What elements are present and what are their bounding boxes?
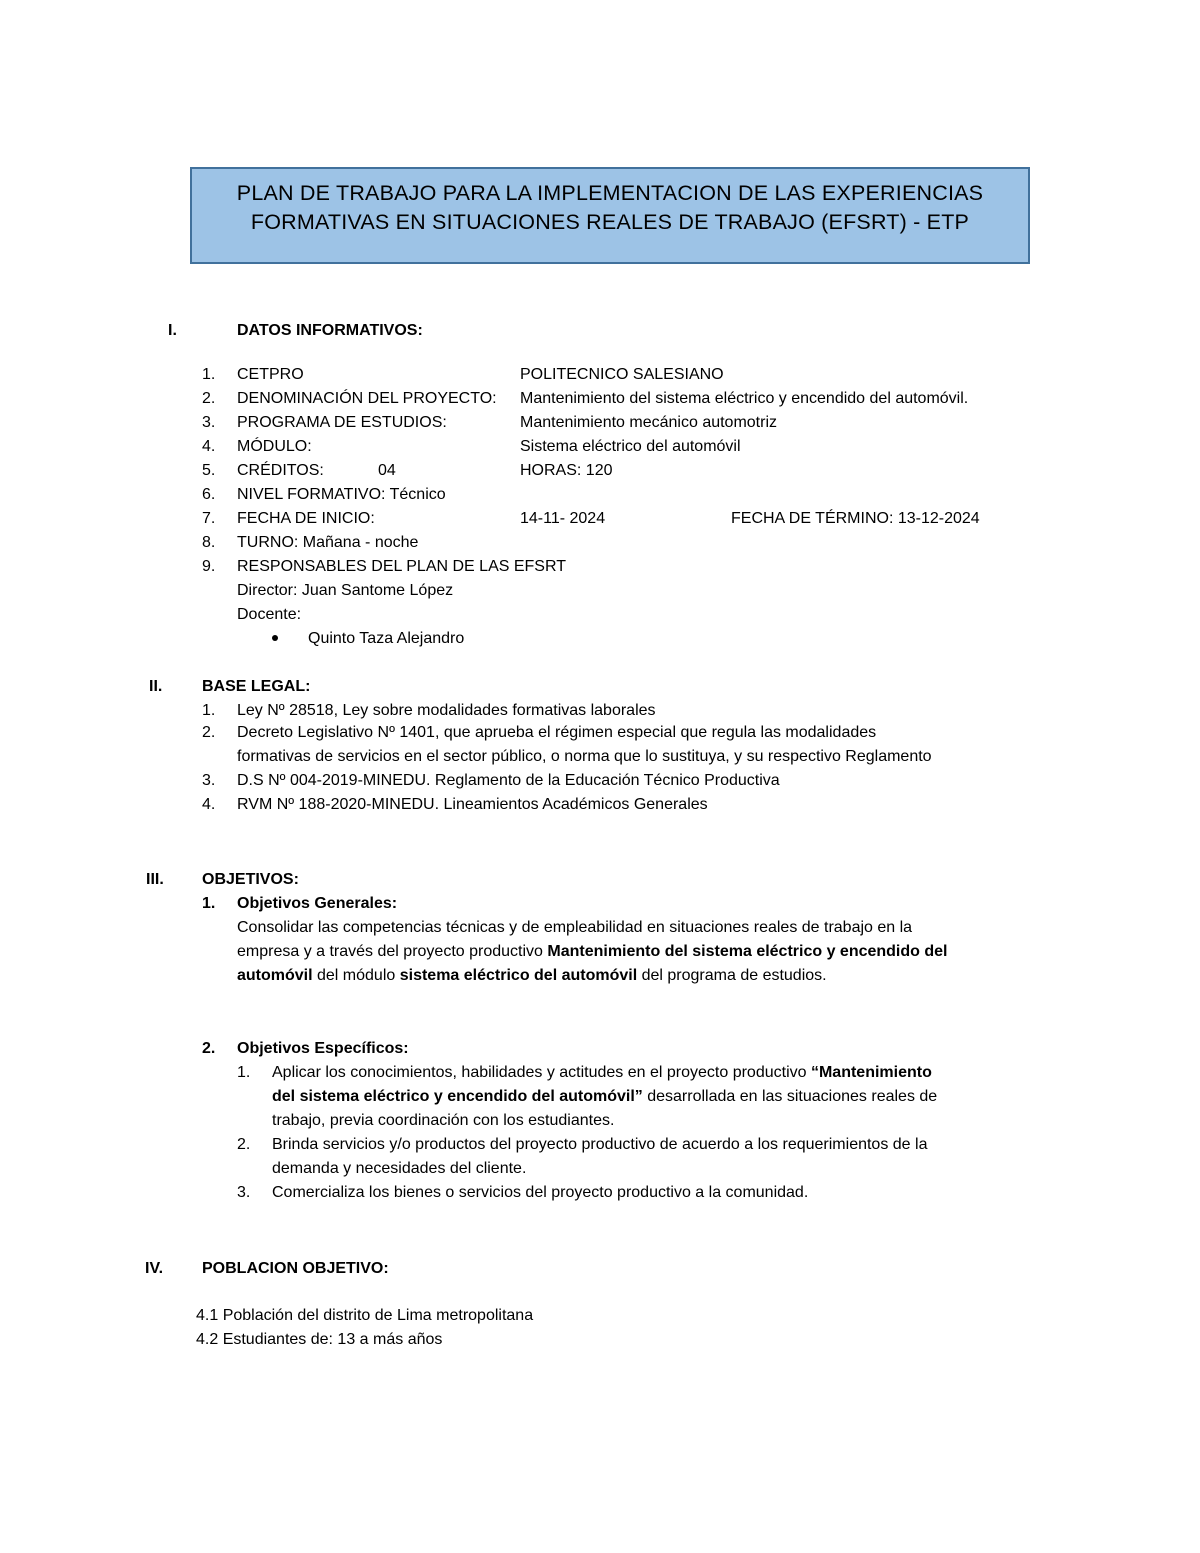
title-box: [190, 167, 1030, 264]
general-project-name-end: automóvil: [237, 967, 313, 984]
item-value-modulo: Sistema eléctrico del automóvil: [520, 438, 741, 455]
specific-item-1-bold: “Mantenimiento: [810, 1064, 932, 1081]
section3-heading: OBJETIVOS:: [202, 871, 299, 888]
section4-heading: POBLACION OBJETIVO:: [202, 1260, 389, 1277]
item-number: 4.: [202, 438, 216, 455]
general-module-name: sistema eléctrico del automóvil: [399, 967, 638, 984]
section3-number: III.: [146, 871, 164, 888]
section1-heading: DATOS INFORMATIVOS:: [237, 322, 423, 339]
item-label-programa: PROGRAMA DE ESTUDIOS:: [237, 414, 447, 431]
population-item-2: 4.2 Estudiantes de: 13 a más años: [196, 1331, 443, 1348]
specific-item-2-line-1: Brinda servicios y/o productos del proyecto productivo de acuerdo a los requerimientos de la: [272, 1136, 928, 1153]
legal-text: Ley Nº 28518, Ley sobre modalidades formativas laborales: [237, 702, 656, 719]
item-label-cetpro: CETPRO: [237, 366, 304, 383]
general-line-2-text: empresa y a través del proyecto productivo: [237, 943, 548, 960]
item-label-turno: TURNO: Mañana - noche: [237, 534, 419, 551]
specific-item-1-line-3: trabajo, previa coordinación con los estudiantes.: [272, 1112, 615, 1129]
section2-heading: BASE LEGAL:: [202, 678, 311, 695]
title-line-1: PLAN DE TRABAJO PARA LA IMPLEMENTACION DE LAS EXPERIENCIAS: [236, 181, 984, 205]
docente-label: Docente:: [237, 606, 302, 623]
specific-item-number: 3.: [237, 1184, 251, 1201]
specific-number: 2.: [202, 1040, 216, 1057]
item-label-fecha-inicio: FECHA DE INICIO:: [237, 510, 375, 527]
bullet-icon: [272, 635, 278, 641]
item-number: 6.: [202, 486, 216, 503]
title-line-2: FORMATIVAS EN SITUACIONES REALES DE TRABAJO (EFSRT) - ETP: [250, 210, 970, 234]
item-label-creditos: CRÉDITOS:: [237, 462, 324, 479]
general-line-3: [237, 968, 827, 984]
docente-name: Quinto Taza Alejandro: [308, 630, 465, 647]
legal-text: D.S Nº 004-2019-MINEDU. Reglamento de la Educación Técnico Productiva: [237, 772, 780, 789]
specific-item-1-text-cont: desarrollada en las situaciones reales de: [642, 1088, 938, 1105]
item-value-denominacion: Mantenimiento del sistema eléctrico y encendido del automóvil.: [520, 390, 969, 407]
legal-text: Decreto Legislativo Nº 1401, que aprueba el régimen especial que regula las modalidades: [237, 724, 877, 741]
general-line-1: Consolidar las competencias técnicas y de empleabilidad en situaciones reales de trabajo en la: [237, 919, 913, 936]
general-line-3-text: del módulo: [312, 967, 400, 984]
item-number: 7.: [202, 510, 216, 527]
legal-number: 1.: [202, 702, 216, 719]
specific-heading: Objetivos Específicos:: [237, 1040, 409, 1057]
population-item-1: 4.1 Población del distrito de Lima metropolitana: [196, 1307, 534, 1324]
director-text: Director: Juan Santome López: [237, 582, 454, 599]
general-heading: Objetivos Generales:: [237, 895, 398, 912]
item-number: 3.: [202, 414, 216, 431]
specific-item-1-line-2: [272, 1089, 937, 1105]
legal-number: 3.: [202, 772, 216, 789]
specific-item-3-line-1: Comercializa los bienes o servicios del proyecto productivo a la comunidad.: [272, 1184, 809, 1201]
legal-text: RVM Nº 188-2020-MINEDU. Lineamientos Académicos Generales: [237, 796, 708, 813]
item-number: 8.: [202, 534, 216, 551]
specific-item-1-bold-cont: del sistema eléctrico y encendido del automóvil”: [272, 1088, 643, 1105]
specific-item-1-line-1: [272, 1065, 932, 1081]
specific-item-number: 2.: [237, 1136, 251, 1153]
item-number: 9.: [202, 558, 216, 575]
item-value-fecha-inicio: 14-11- 2024: [520, 510, 606, 527]
item-number: 5.: [202, 462, 216, 479]
item-label-responsables: RESPONSABLES DEL PLAN DE LAS EFSRT: [237, 558, 567, 575]
item-value-horas: HORAS: 120: [520, 462, 613, 479]
specific-item-2-line-2: demanda y necesidades del cliente.: [272, 1160, 527, 1177]
legal-text-continued: formativas de servicios en el sector público, o norma que lo sustituya, y su respectivo Reglamento: [237, 748, 932, 765]
section4-number: IV.: [145, 1260, 164, 1277]
general-line-3-end: del programa de estudios.: [637, 967, 827, 984]
item-label-nivel: NIVEL FORMATIVO: Técnico: [237, 486, 446, 503]
item-value-fecha-termino: FECHA DE TÉRMINO: 13-12-2024: [731, 510, 980, 527]
item-number: 1.: [202, 366, 216, 383]
specific-item-1-text: Aplicar los conocimientos, habilidades y actitudes en el proyecto productivo: [272, 1064, 811, 1081]
section2-number: II.: [149, 678, 163, 695]
item-value-programa: Mantenimiento mecánico automotriz: [520, 414, 778, 431]
specific-item-number: 1.: [237, 1064, 251, 1081]
item-number: 2.: [202, 390, 216, 407]
legal-number: 2.: [202, 724, 216, 741]
legal-number: 4.: [202, 796, 216, 813]
item-label-modulo: MÓDULO:: [237, 438, 312, 455]
item-value-creditos: 04: [378, 462, 396, 479]
item-label-denominacion: DENOMINACIÓN DEL PROYECTO:: [237, 390, 497, 407]
general-number: 1.: [202, 895, 216, 912]
section1-number: I.: [168, 322, 177, 339]
general-line-2: [237, 944, 947, 960]
general-project-name: Mantenimiento del sistema eléctrico y encendido del: [547, 943, 948, 960]
item-value-cetpro: POLITECNICO SALESIANO: [520, 366, 724, 383]
